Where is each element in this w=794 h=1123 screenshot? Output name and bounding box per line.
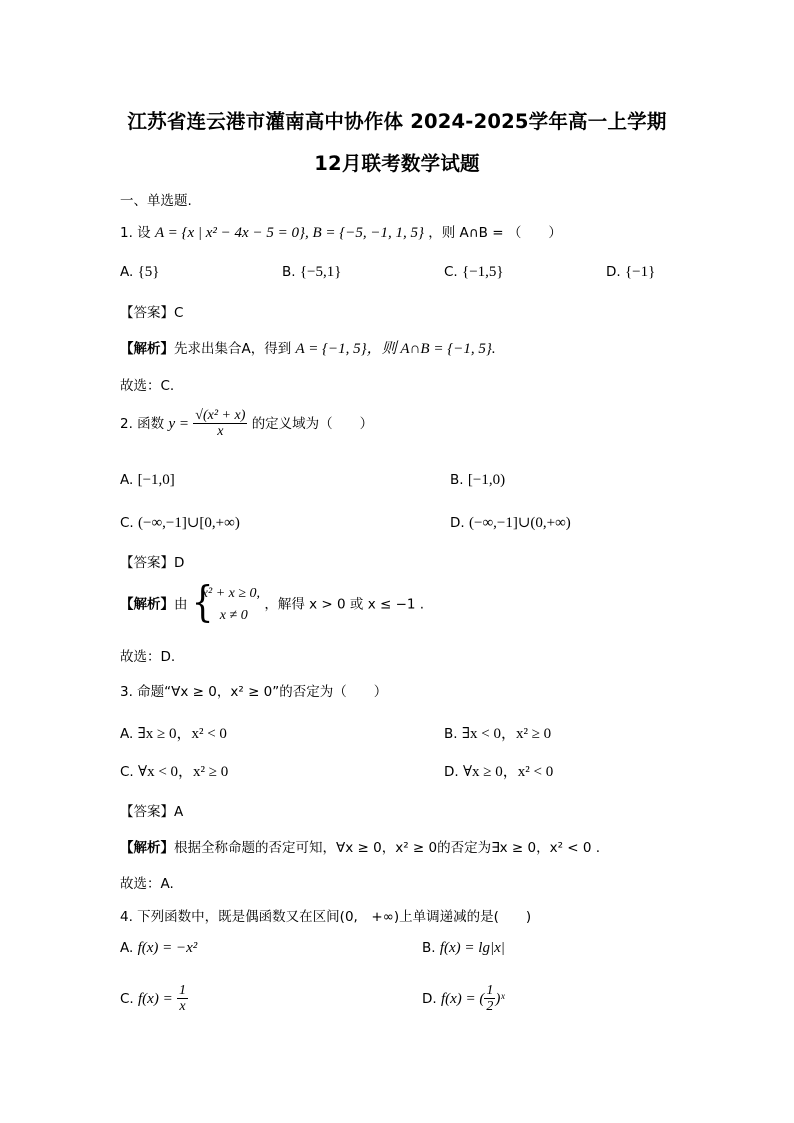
q2-option-b: [450, 472, 505, 489]
q2-stem-prefix: 2. 函数: [120, 415, 165, 432]
q1-option-b-value: {−5,1}: [299, 264, 342, 280]
q2-option-d: [450, 513, 571, 532]
q1-option-c-label: C.: [444, 264, 458, 280]
q2-func-fraction: [193, 408, 247, 440]
q1-analysis-math: A = {−1, 5}，则 A∩B = {−1, 5}.: [295, 341, 496, 357]
q3-option-a-value: ∃x ≥ 0，x² < 0: [137, 726, 227, 742]
q2-option-d-label: D.: [450, 515, 465, 531]
q4-option-b-value: f(x) = lg|x|: [439, 940, 505, 956]
q3-option-d-label: D.: [444, 764, 459, 780]
q3-answer: 【答案】A: [120, 804, 184, 820]
q1-option-a-value: {5}: [137, 264, 160, 280]
q1-option-b: [282, 264, 341, 281]
q3-conclusion: 故选：A.: [120, 876, 174, 892]
q2-option-a-label: A.: [120, 472, 134, 488]
q4-option-b-label: B.: [422, 940, 436, 956]
q1-stem: [120, 221, 562, 242]
q2-func-y: y =: [168, 415, 189, 432]
q3-option-c-label: C.: [120, 764, 134, 780]
q3-analysis: [120, 836, 600, 856]
q2-stem-suffix: 的定义域为（ ）: [251, 415, 374, 432]
q4-stem: 4. 下列函数中，既是偶函数又在区间(0, +∞)上单调递减的是( ): [120, 909, 532, 925]
q3-option-d: [444, 760, 553, 781]
q2-conclusion: 故选：D.: [120, 649, 176, 665]
q4-option-c-label: C.: [120, 990, 134, 1007]
q1-stem-math: A = {x | x² − 4x − 5 = 0}, B = {−5, −1, 1, 5}: [154, 225, 424, 241]
q4-option-a: [120, 940, 197, 957]
q2-func-denominator: x: [217, 424, 224, 440]
q1-analysis-text: 先求出集合A，得到: [174, 341, 292, 357]
q4-option-d-fraction: [484, 983, 495, 1015]
q2-system-line-2: x ≠ 0: [219, 607, 248, 623]
q2-analysis-label: 【解析】: [120, 596, 174, 613]
q1-option-a: [120, 264, 160, 281]
title-line-2: 12月联考数学试题: [314, 152, 480, 175]
q3-option-c-value: ∀x < 0，x² ≥ 0: [138, 764, 229, 780]
q3-option-b-label: B.: [444, 726, 458, 742]
q1-analysis-label: 【解析】: [120, 341, 174, 357]
q2-option-c-value: (−∞,−1]∪[0,+∞): [138, 515, 240, 531]
q1-analysis: [120, 337, 496, 358]
section-heading: 一、单选题.: [120, 193, 192, 209]
q3-option-d-value: ∀x ≥ 0，x² < 0: [462, 764, 554, 780]
q2-stem: [120, 408, 373, 440]
q4-option-d-label: D.: [422, 990, 437, 1007]
title-line-1: 江苏省连云港市灌南高中协作体 2024-2025学年高一上学期: [127, 110, 667, 133]
q1-option-d: [606, 264, 655, 281]
q3-option-b: [444, 722, 551, 743]
q2-option-a-value: [−1,0]: [137, 472, 175, 488]
q3-option-a-label: A.: [120, 726, 134, 742]
q2-option-b-value: [−1,0): [467, 472, 506, 488]
q1-stem-prefix: 1. 设: [120, 225, 151, 241]
q4-option-c: [120, 983, 188, 1015]
q1-option-c: [444, 264, 504, 281]
q4-option-a-value: f(x) = −x²: [137, 940, 198, 956]
q2-analysis-pre: 由: [174, 596, 188, 613]
q2-option-c: [120, 513, 240, 532]
q4-option-c-numerator: 1: [179, 983, 186, 998]
q2-analysis-post: ，解得 x > 0 或 x ≤ −1 .: [264, 596, 425, 613]
q2-analysis: [120, 577, 425, 628]
q2-option-a: [120, 472, 175, 489]
q4-option-a-label: A.: [120, 940, 134, 956]
q2-answer: 【答案】D: [120, 555, 185, 571]
q1-option-d-label: D.: [606, 264, 621, 280]
q3-option-b-value: ∃x < 0，x² ≥ 0: [461, 726, 552, 742]
q4-option-d-prefix: f(x) = (: [440, 990, 485, 1007]
q2-option-c-label: C.: [120, 515, 134, 531]
q3-option-c: [120, 760, 228, 781]
q2-func-numerator: √(x² + x): [195, 408, 246, 423]
q3-stem: 3. 命题“∀x ≥ 0，x² ≥ 0”的否定为（ ）: [120, 684, 388, 700]
q1-option-a-label: A.: [120, 264, 134, 280]
q1-conclusion: 故选：C.: [120, 378, 175, 394]
q4-option-c-prefix: f(x) =: [138, 990, 173, 1007]
q1-option-b-label: B.: [282, 264, 296, 280]
q2-option-d-value: (−∞,−1]∪(0,+∞): [468, 515, 571, 531]
q2-inequality-system: [191, 577, 261, 628]
q3-analysis-label: 【解析】: [120, 840, 174, 856]
q2-system-line-1: x² + x ≥ 0,: [201, 586, 261, 601]
q4-option-d: [422, 983, 505, 1015]
q4-option-d-denominator: 2: [486, 999, 494, 1015]
q3-option-a: [120, 722, 227, 743]
q3-analysis-text: 根据全称命题的否定可知，∀x ≥ 0，x² ≥ 0的否定为∃x ≥ 0，x² < 0 .: [174, 840, 601, 856]
q4-option-d-suffix: )ˣ: [495, 990, 505, 1007]
q1-stem-suffix: ，则 A∩B = （ ）: [428, 225, 562, 241]
q4-option-d-numerator: 1: [486, 983, 494, 998]
q4-option-c-fraction: [177, 983, 188, 1015]
q1-option-c-value: {−1,5}: [462, 264, 504, 280]
q4-option-b: [422, 940, 505, 957]
q2-option-b-label: B.: [450, 472, 464, 488]
q1-option-d-value: {−1}: [624, 264, 656, 280]
left-brace-icon: {: [191, 577, 214, 628]
q1-answer: 【答案】C: [120, 305, 184, 321]
q4-option-c-denominator: x: [179, 999, 186, 1015]
